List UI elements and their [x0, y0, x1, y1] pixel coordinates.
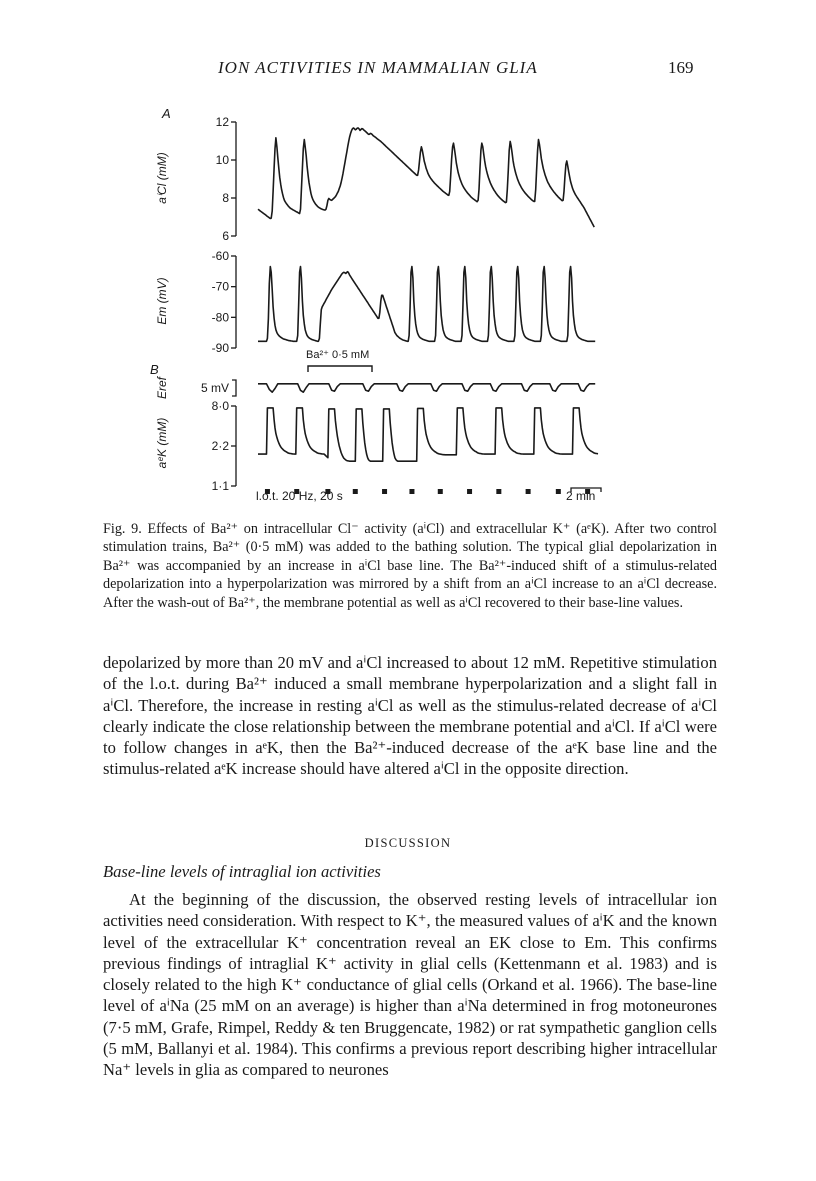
stimulus-marker-7	[467, 489, 472, 494]
y-tick-label-3-0: 8·0	[211, 399, 229, 413]
scale-bar-text-2: 5 mV	[200, 381, 229, 395]
stimulus-marker-10	[556, 489, 561, 494]
trace-line-0	[258, 128, 594, 227]
subheading: Base-line levels of intraglial ion activities	[103, 862, 381, 881]
y-axis-label-0: aⁱCl (mM)	[155, 152, 169, 204]
panel-b-label: B	[150, 362, 159, 377]
y-tick-label-3-2: 1·1	[211, 479, 229, 493]
drug-label: Ba²⁺ 0·5 mM	[306, 349, 370, 361]
drug-bracket	[308, 366, 372, 372]
scale-bar-label: 2 min	[566, 489, 596, 503]
page-number: 169	[668, 58, 694, 77]
paragraph-1: depolarized by more than 20 mV and aⁱCl increased to about 12 mM. Repetitive stimulation of the l.o.t. during Ba²⁺ induced a small membrane hyperpolarization and a slight fall in aⁱCl. Therefore, the increase in resting aⁱCl as well as the stimulus-related decrease of aⁱCl clearly indicate the close relationship between the membrane potential and aⁱCl. If aⁱCl were to follow changes in aᵉK, then the Ba²⁺-induced decrease of the aᵉK base line and the stimulus-related aᵉK increase should have altered aⁱCl in the opposite direction.	[103, 653, 717, 779]
y-tick-label-1-3: -90	[211, 341, 229, 355]
y-tick-label-1-0: -60	[211, 249, 229, 263]
figure-9	[140, 100, 620, 512]
stimulus-marker-8	[496, 489, 501, 494]
y-axis-label-2: Eref	[155, 376, 169, 400]
y-axis-label-3: aᵉK (mM)	[155, 417, 169, 469]
discussion-heading: DISCUSSION	[364, 836, 452, 850]
stimulus-marker-4	[382, 489, 387, 494]
y-tick-label-0-2: 8	[222, 191, 229, 205]
scale-bar-2	[232, 380, 236, 396]
trace-line-2	[258, 384, 595, 392]
trace-line-3	[258, 408, 598, 461]
stimulus-marker-5	[409, 489, 414, 494]
running-title: ION ACTIVITIES IN MAMMALIAN GLIA	[218, 58, 538, 77]
trace-line-1	[258, 267, 595, 342]
trace-panels	[155, 115, 598, 493]
paragraph-2: At the beginning of the discussion, the observed resting levels of intracellular ion activities need consideration. With respect to K⁺, the measured values of aⁱK and the known level of the extracellular K⁺ concentration reveal an EK close to Em. This confirms previous findings of intraglial K⁺ activity in glial cells (Kettenmann et al. 1983) and is closely related to the high K⁺ conductance of glial cells (Orkand et al. 1966). The base-line level of aⁱNa (25 mM on an average) is higher than aⁱNa determined in frog motoneurones (7·5 mM, Grafe, Rimpel, Reddy & ten Bruggencate, 1982) or rat sympathetic ganglion cells (5 mM, Ballanyi et al. 1984). This confirms a previous report describing higher intracellular Na⁺ levels in glia as compared to neurones	[103, 890, 717, 1080]
y-tick-label-1-1: -70	[211, 279, 229, 294]
running-head	[0, 58, 816, 88]
y-tick-label-0-3: 6	[222, 229, 229, 243]
stimulus-label: l.o.t. 20 Hz, 20 s	[256, 489, 343, 503]
y-tick-label-1-2: -80	[211, 310, 229, 325]
stimulus-marker-6	[438, 489, 443, 494]
stimulus-marker-3	[353, 489, 358, 494]
y-tick-label-3-1: 2·2	[211, 439, 229, 453]
y-tick-label-0-0: 12	[215, 115, 229, 129]
y-axis-label-1: Em (mV)	[155, 277, 169, 325]
panel-a-label: A	[162, 106, 171, 121]
y-tick-label-0-1: 10	[215, 153, 229, 167]
figure-caption: Fig. 9. Effects of Ba²⁺ on intracellular Cl⁻ activity (aⁱCl) and extracellular K⁺ (aᵉK). After two control stimulation trains, Ba²⁺ (0·5 mM) was added to the bathing solution. The typical glial depolarization in Ba²⁺ was accompanied by an increase in aⁱCl base line. The Ba²⁺-induced shift of a stimulus-related depolarization into a hyperpolarization was mirrored by a shift from an aⁱCl increase to an aⁱCl decrease. After the wash-out of Ba²⁺, the membrane potential as well as aⁱCl recovered to their base-line values.	[103, 521, 717, 611]
stimulus-marker-9	[526, 489, 531, 494]
